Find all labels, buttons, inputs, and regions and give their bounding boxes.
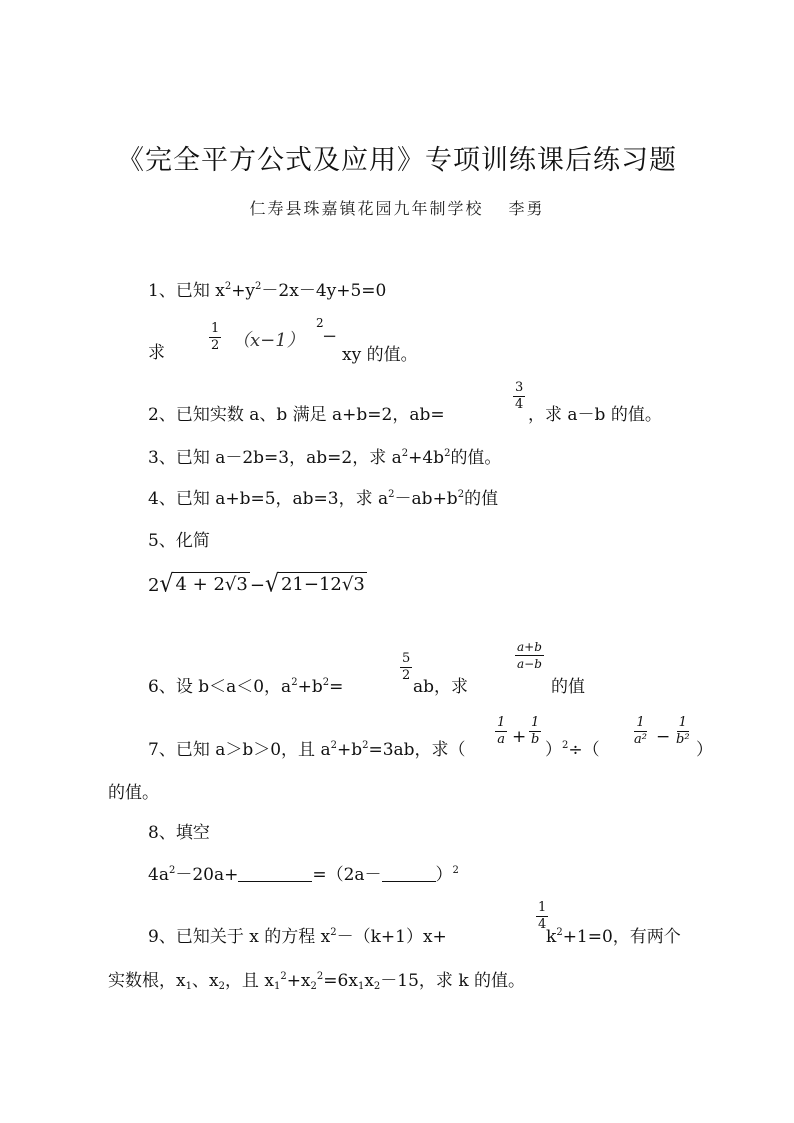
question-7-fraction-3: $\frac{1}{\text{a²}}$ [634,715,647,747]
question-6-text-end: 的值 [551,677,585,697]
question-1-given: 1、已知 $x^2+y^2-2x-4y+5=0$ [148,281,387,301]
question-6-fraction-1: $\frac{5}{2}$ [402,651,411,683]
question-1-fraction: $\frac{1}{2}$ [211,321,220,353]
question-7-text-mid: ）$^2$÷（ [545,740,600,760]
question-2-text: 2、已知实数 a、b 满足 a+b=2，ab= [148,405,445,425]
radical-1: √ 4 + 2√3 [159,570,248,599]
question-2-fraction: $\frac{3}{4}$ [515,380,524,412]
question-7-text: 7、已知 a＞b＞0，且 $a^2+b^2=3ab$，求（ [148,740,466,760]
question-8-text: 8、填空 [148,823,210,843]
question-7-fraction-1: $\frac{1}{a}$ [497,715,506,747]
question-1-ask-label: 求 [148,343,165,363]
fill-blank-1[interactable] [238,867,312,882]
question-1-expression: （x−1） [232,330,305,351]
question-5-text: 5、化简 [148,531,210,551]
question-6-text-mid: ab，求 [413,677,469,697]
question-1-exponent: 2 [316,316,324,330]
question-7-fraction-4: $\frac{1}{\text{b²}}$ [676,715,690,747]
question-1-tail: xy 的值。 [342,345,418,365]
question-6-text: 6、设 b＜a＜0，$a^2+b^2=$ [148,677,344,697]
question-9-fraction: $\frac{1}{4}$ [538,900,547,932]
question-7-plus: + [512,727,527,747]
question-3-text: 3、已知 a－2b=3，ab=2，求 $a^2+4b^2$的值。 [148,448,502,468]
question-7-close-paren: ） [696,740,713,760]
question-7-minus: − [656,727,671,747]
question-4-text: 4、已知 a+b=5，ab=3，求 $a^2-ab+b^2$的值 [148,489,499,509]
question-9-text: 9、已知关于 x 的方程 $x^2-(k+1)x+$ [148,927,447,947]
question-9-text-end: $k^2+1=0$，有两个 [546,927,681,947]
question-5-expression: 2 √ 4 + 2√3 − √ 21−12√3 [148,570,365,599]
page-title: 《完全平方公式及应用》专项训练课后练习题 [117,145,677,176]
question-6-fraction-2: $\frac{a+b}{a-b}$ [517,640,542,671]
author-line: 仁寿县珠嘉镇花园九年制学校 李勇 [249,199,545,218]
fill-blank-2[interactable] [382,867,436,882]
question-9-line-2: 实数根，$x_1$、$x_2$，且 $x_1^2+x_2^2=6x_1x_2-15$，求 k 的值。 [108,971,526,992]
question-7-fraction-2: $\frac{1}{b}$ [531,715,540,747]
question-1-minus: − [322,326,338,347]
question-8-expression: $4a^2-20a+ =(2a- )^2$ [148,865,459,885]
question-2-text-end: ，求 a－b 的值。 [528,405,662,425]
question-7-text-end: 的值。 [108,783,159,803]
radical-2: √ 21−12√3 [264,570,365,599]
